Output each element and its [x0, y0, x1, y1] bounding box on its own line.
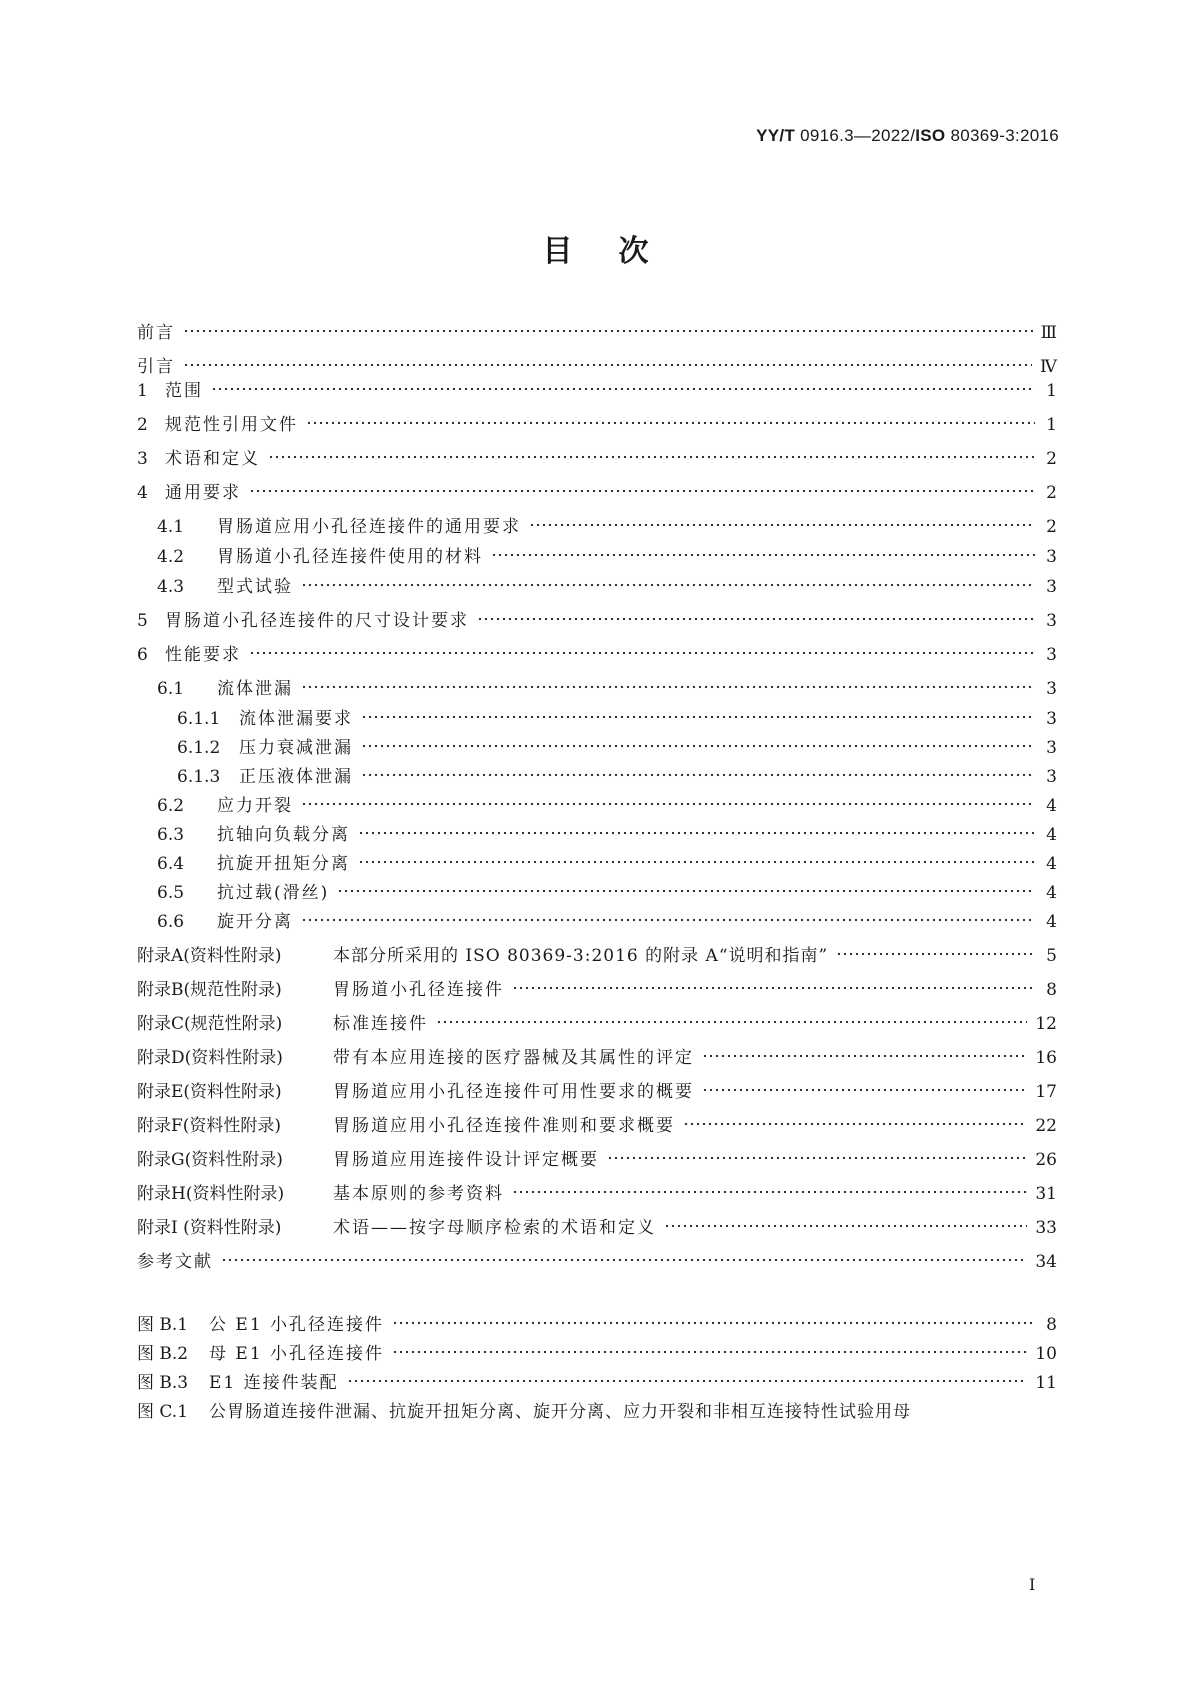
toc-entry[interactable]: 附录I (资料性附录) 术语——按字母顺序检索的术语和定义 33 — [137, 1218, 1057, 1238]
toc-entry[interactable]: 附录A(资料性附录) 本部分所采用的 ISO 80369-3:2016 的附录 A“说明和指南” 5 — [137, 946, 1057, 966]
toc-entry[interactable]: 引言 Ⅳ — [137, 357, 1057, 377]
figure-entry[interactable]: 图 C.1 公胃肠道连接件泄漏、抗旋开扭矩分离、旋开分离、应力开裂和非相互连接特性试验用母 — [137, 1402, 911, 1422]
toc-entry[interactable]: 6.4 抗旋开扭矩分离 4 — [157, 854, 1057, 874]
toc-entry[interactable]: 附录D(资料性附录) 带有本应用连接的医疗器械及其属性的评定 16 — [137, 1048, 1057, 1068]
toc-entry[interactable]: 6.1 流体泄漏 3 — [157, 679, 1057, 699]
toc-entry[interactable]: 6.1.3 正压液体泄漏 3 — [177, 767, 1057, 787]
toc-entry[interactable]: 附录B(规范性附录) 胃肠道小孔径连接件 8 — [137, 980, 1057, 1000]
toc-entry[interactable]: 参考文献 34 — [137, 1252, 1057, 1272]
toc-entry[interactable]: 1 范围 1 — [137, 381, 1057, 401]
page-title: 目次 — [542, 234, 695, 269]
toc-entry[interactable]: 6.3 抗轴向负载分离 4 — [157, 825, 1057, 845]
toc-entry[interactable]: 附录H(资料性附录) 基本原则的参考资料 31 — [137, 1184, 1057, 1204]
toc-entry[interactable]: 5 胃肠道小孔径连接件的尺寸设计要求 3 — [137, 611, 1057, 631]
toc-entry[interactable]: 6.6 旋开分离 4 — [157, 912, 1057, 932]
toc-entry[interactable]: 附录E(资料性附录) 胃肠道应用小孔径连接件可用性要求的概要 17 — [137, 1082, 1057, 1102]
toc-entry[interactable]: 6.1.2 压力衰减泄漏 3 — [177, 738, 1057, 758]
page-number: I — [1029, 1575, 1036, 1594]
toc-entry[interactable]: 4.2 胃肠道小孔径连接件使用的材料 3 — [157, 547, 1057, 567]
figure-entry[interactable]: 图 B.3 E1 连接件装配 11 — [137, 1373, 1057, 1393]
toc-entry[interactable]: 4.3 型式试验 3 — [157, 577, 1057, 597]
toc-entry[interactable]: 6.5 抗过载(滑丝) 4 — [157, 883, 1057, 903]
toc-entry[interactable]: 附录C(规范性附录) 标准连接件 12 — [137, 1014, 1057, 1034]
toc-entry[interactable]: 6 性能要求 3 — [137, 645, 1057, 665]
toc-entry[interactable]: 前言 Ⅲ — [137, 323, 1057, 343]
standard-code: YY/T 0916.3—2022/ISO 80369-3:2016 — [756, 126, 1059, 145]
toc-entry[interactable]: 4 通用要求 2 — [137, 483, 1057, 503]
figure-entry[interactable]: 图 B.2 母 E1 小孔径连接件 10 — [137, 1344, 1057, 1364]
toc-entry[interactable]: 3 术语和定义 2 — [137, 449, 1057, 469]
figure-entry[interactable]: 图 B.1 公 E1 小孔径连接件 8 — [137, 1315, 1057, 1335]
toc-entry[interactable]: 6.2 应力开裂 4 — [157, 796, 1057, 816]
toc-entry[interactable]: 4.1 胃肠道应用小孔径连接件的通用要求 2 — [157, 517, 1057, 537]
toc-entry[interactable]: 6.1.1 流体泄漏要求 3 — [177, 709, 1057, 729]
toc-entry[interactable]: 2 规范性引用文件 1 — [137, 415, 1057, 435]
toc-entry[interactable]: 附录G(资料性附录) 胃肠道应用连接件设计评定概要 26 — [137, 1150, 1057, 1170]
toc-entry[interactable]: 附录F(资料性附录) 胃肠道应用小孔径连接件准则和要求概要 22 — [137, 1116, 1057, 1136]
